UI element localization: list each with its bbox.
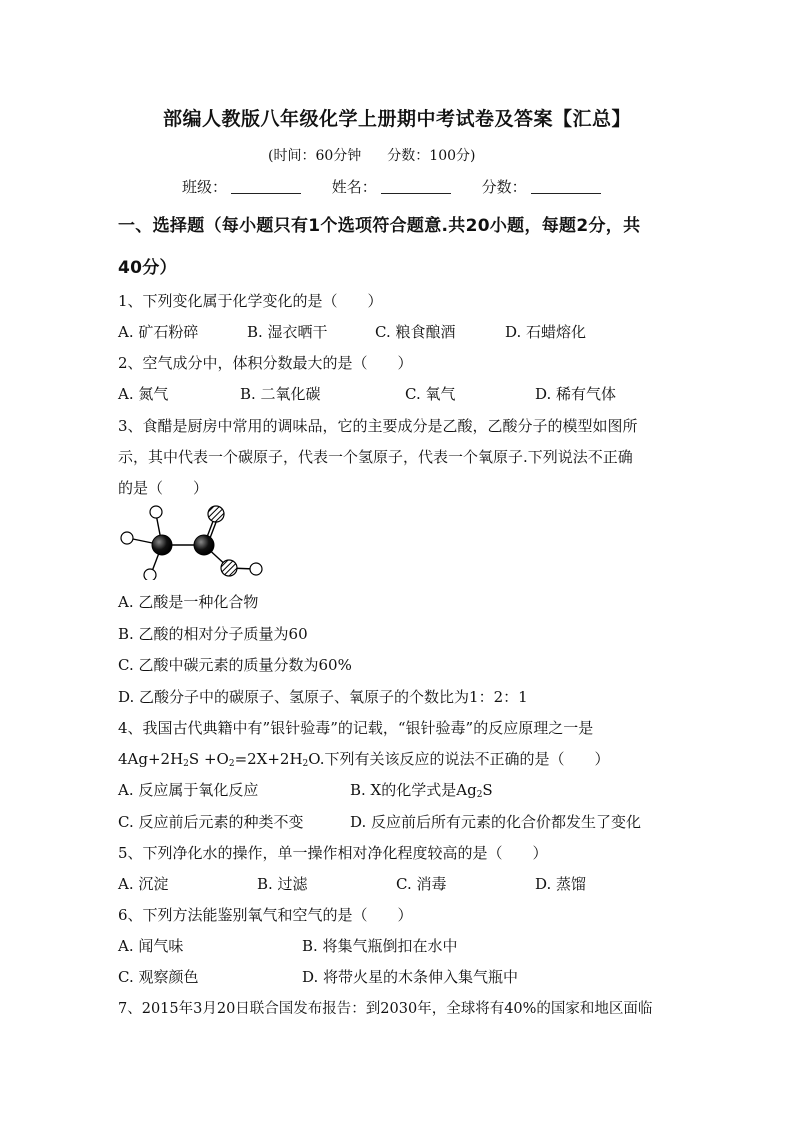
q3-option-b: B. 乙酸的相对分子质量为60 (118, 625, 308, 643)
q5-option-d: D. 蒸馏 (535, 875, 587, 893)
equation-part: =2X+2H (234, 750, 303, 768)
question-3-line2: 示，其中代表一个碳原子，代表一个氢原子，代表一个氧原子.下列说法不正确 (118, 448, 633, 466)
option-b-text: B. X的化学式是Ag (350, 781, 477, 799)
q4-option-b (350, 779, 493, 800)
q6-option-c: C. 观察颜色 (118, 968, 199, 986)
question-4-equation-line (118, 748, 609, 769)
hydrogen-atom (121, 532, 133, 544)
q4-option-a: A. 反应属于氧化反应 (118, 781, 259, 799)
equation-part: 4Ag+2H (118, 750, 184, 768)
q4-option-c: C. 反应前后元素的种类不变 (118, 813, 304, 831)
score-label: 分数： (481, 178, 527, 196)
student-info-row (182, 176, 627, 197)
score-info: 分数：100分) (387, 148, 476, 164)
page-title: 部编人教版八年级化学上册期中考试卷及答案【汇总】 (162, 108, 631, 130)
q1-option-c: C. 粮食酿酒 (375, 323, 456, 341)
name-blank[interactable] (381, 179, 451, 194)
question-1-stem: 1、下列变化属于化学变化的是（ ） (118, 292, 383, 310)
q6-option-d: D. 将带火星的木条伸入集气瓶中 (302, 968, 519, 986)
equation-part: O.下列有关该反应的说法不正确的是（ ） (308, 750, 610, 768)
question-3-line1: 3、食醋是厨房中常用的调味品，它的主要成分是乙酸，乙酸分子的模型如图所 (118, 417, 638, 435)
q5-option-a: A. 沉淀 (118, 875, 169, 893)
question-2-stem: 2、空气成分中，体积分数最大的是（ ） (118, 354, 413, 372)
subscript: 2 (302, 759, 309, 769)
q4-option-d: D. 反应前后所有元素的化合价都发生了变化 (350, 813, 642, 831)
q1-option-a: A. 矿石粉碎 (118, 323, 199, 341)
q3-option-d: D. 乙酸分子中的碳原子、氢原子、氧原子的个数比为1：2：1 (118, 688, 528, 706)
question-3-line3: 的是（ ） (118, 479, 209, 497)
q6-option-a: A. 闻气味 (118, 937, 184, 955)
subscript: 2 (228, 759, 235, 769)
section-heading-line2: 40分） (118, 258, 177, 278)
exam-subtitle (268, 145, 501, 165)
score-blank[interactable] (531, 179, 601, 194)
carbon-atom (194, 535, 214, 555)
question-6-stem: 6、下列方法能鉴别氧气和空气的是（ ） (118, 906, 413, 924)
hydrogen-atom (144, 569, 156, 580)
time-info: (时间：60分钟 (268, 148, 362, 164)
name-label: 姓名： (331, 178, 377, 196)
q5-option-b: B. 过滤 (257, 875, 308, 893)
class-blank[interactable] (231, 179, 301, 194)
q3-option-c: C. 乙酸中碳元素的质量分数为60% (118, 656, 352, 674)
equation-part: S +O (188, 750, 229, 768)
q3-option-a: A. 乙酸是一种化合物 (118, 593, 259, 611)
acetic-acid-molecule-diagram (112, 500, 272, 580)
class-label: 班级： (182, 178, 228, 196)
subscript: 2 (476, 790, 483, 800)
section-heading-line1: 一、选择题（每小题只有1个选项符合题意.共20小题，每题2分，共 (118, 216, 641, 236)
q1-option-d: D. 石蜡熔化 (505, 323, 587, 341)
question-5-stem: 5、下列净化水的操作，单一操作相对净化程度较高的是（ ） (118, 844, 548, 862)
subscript: 2 (183, 759, 189, 769)
q2-option-d: D. 稀有气体 (535, 385, 617, 403)
hydrogen-atom (250, 563, 262, 575)
oxygen-atom (221, 560, 237, 576)
q6-option-b: B. 将集气瓶倒扣在水中 (302, 937, 458, 955)
q5-option-c: C. 消毒 (396, 875, 447, 893)
class-field (182, 176, 301, 197)
q2-option-a: A. 氮气 (118, 385, 169, 403)
q2-option-c: C. 氧气 (405, 385, 456, 403)
question-4-line1: 4、我国古代典籍中有”银针验毒”的记载，“银针验毒”的反应原理之一是 (118, 719, 594, 737)
name-field (332, 176, 451, 197)
option-b-text: S (482, 781, 493, 799)
hydrogen-atom (150, 506, 162, 518)
carbon-atom (152, 535, 172, 555)
q1-option-b: B. 湿衣晒干 (247, 323, 328, 341)
question-7-line1: 7、2015年3月20日联合国发布报告：到2030年，全球将有40%的国家和地区面临 (118, 1001, 653, 1017)
oxygen-atom (208, 506, 224, 522)
q2-option-b: B. 二氧化碳 (240, 385, 321, 403)
score-field (482, 176, 601, 197)
